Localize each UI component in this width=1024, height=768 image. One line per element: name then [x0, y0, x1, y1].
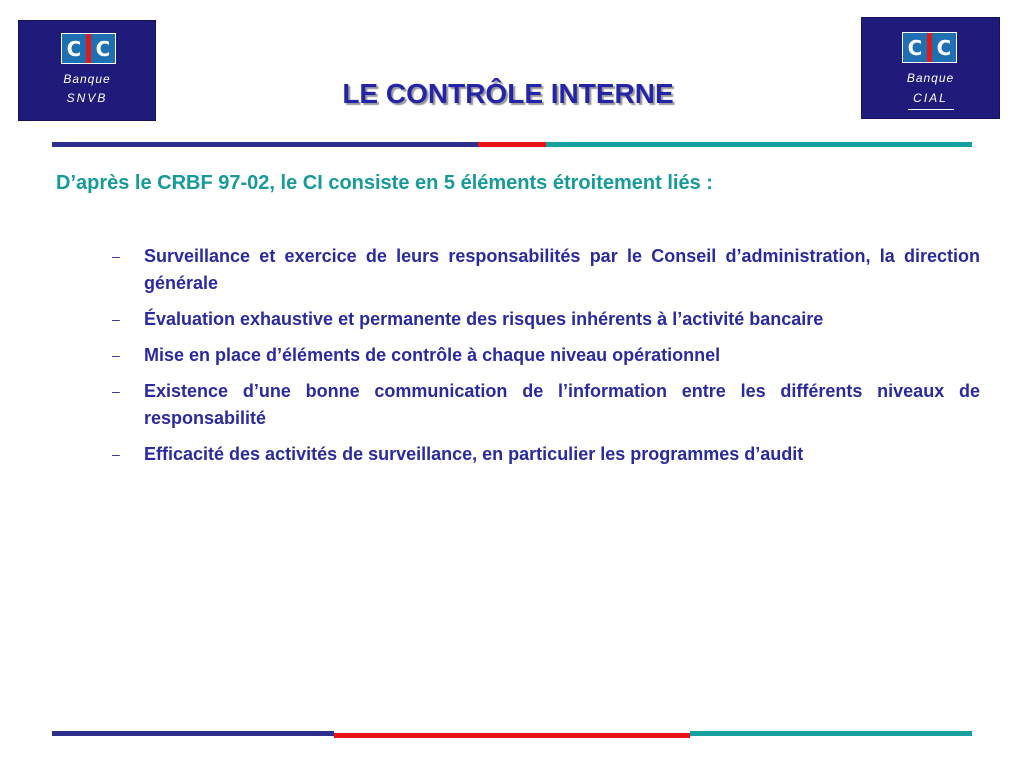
list-item — [112, 342, 980, 369]
cic-letter-c1: C — [903, 33, 927, 62]
dash-bullet: – — [112, 248, 120, 264]
dash-bullet: – — [112, 311, 120, 327]
cic-letter-c1: C — [62, 34, 86, 63]
list-item — [112, 441, 980, 468]
list-item — [112, 378, 980, 432]
logo-branch-label: CIAL — [913, 91, 948, 105]
cic-letter-c2: C — [932, 33, 956, 62]
dash-bullet: – — [112, 347, 120, 363]
slide-title: LE CONTRÔLE INTERNE — [342, 78, 674, 109]
cic-mark — [902, 32, 957, 63]
bottom-divider-blue — [52, 731, 334, 736]
list-item-text: Mise en place d’éléments de contrôle à chaque niveau opérationnel — [144, 345, 721, 365]
list-item-text: Surveillance et exercice de leurs responsabilités par le Conseil d’administration, la direction générale — [144, 246, 980, 293]
logo-branch-label: SNVB — [66, 91, 108, 105]
list-item — [112, 243, 980, 297]
dash-bullet: – — [112, 446, 120, 462]
list-item — [112, 306, 980, 333]
cic-letter-c2: C — [91, 34, 115, 63]
logo-banque-label: Banque — [63, 72, 111, 86]
list-item-text: Évaluation exhaustive et permanente des risques inhérents à l’activité bancaire — [144, 309, 824, 329]
top-divider-red — [478, 142, 546, 147]
intro-text: D’après le CRBF 97-02, le CI consiste en 5 éléments étroitement liés : — [56, 172, 713, 194]
list-item-text: Efficacité des activités de surveillance, en particulier les programmes d’audit — [144, 444, 804, 464]
top-divider-teal — [546, 142, 972, 147]
elements-list — [112, 243, 980, 477]
top-divider-blue — [52, 142, 478, 147]
list-item-text: Existence d’une bonne communication de l’information entre les différents niveaux de responsabilité — [144, 381, 980, 428]
dash-bullet: – — [112, 383, 120, 399]
logo-banque-label: Banque — [906, 71, 955, 85]
bottom-divider-red — [334, 733, 690, 738]
bottom-divider-teal — [690, 731, 972, 736]
cic-mark — [61, 33, 116, 64]
